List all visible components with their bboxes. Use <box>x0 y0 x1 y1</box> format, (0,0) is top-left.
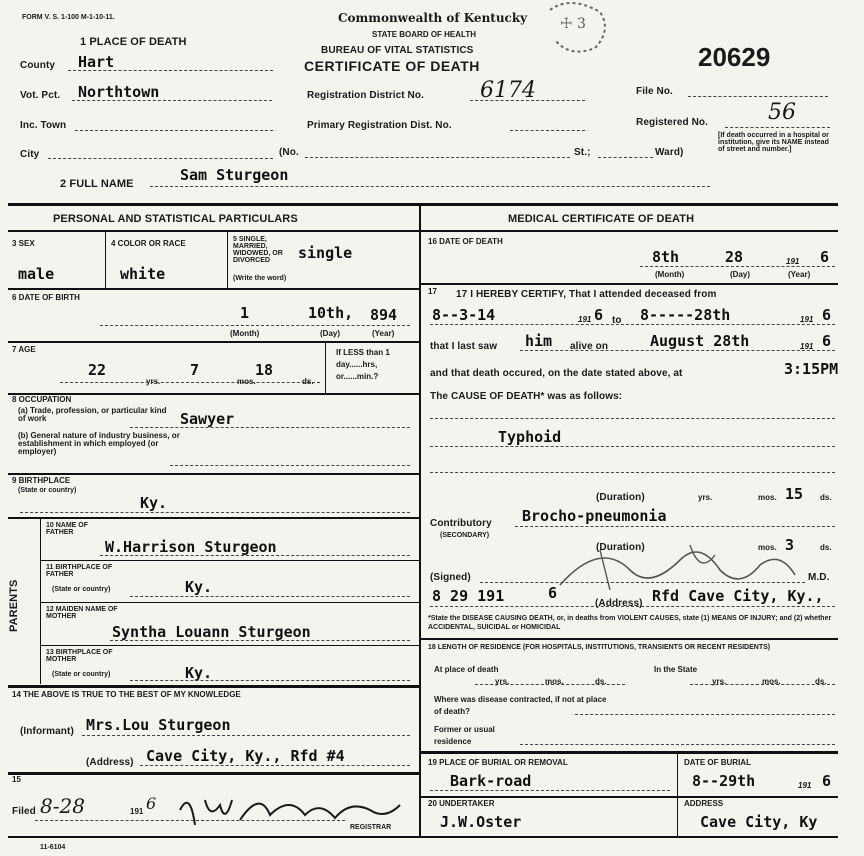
former-residence-label: Former or usual residence <box>434 725 495 746</box>
marital-value: single <box>298 244 353 262</box>
res-ds-label: ds. <box>595 677 607 686</box>
county-value: Hart <box>78 53 115 71</box>
less-than-note: If LESS than 1 day......hrs, or......min.? <box>336 348 390 381</box>
at-place-label: At place of death <box>434 665 499 674</box>
st-label: St.; <box>574 147 591 158</box>
registered-value: 56 <box>768 100 796 125</box>
address-label: (Address) <box>86 757 134 768</box>
inc-town-label: Inc. Town <box>20 120 67 131</box>
father-birthplace-label: 11 BIRTHPLACE OF FATHER <box>46 564 113 578</box>
filed-date: 8-28 <box>40 794 85 818</box>
full-name-value: Sam Sturgeon <box>180 166 289 184</box>
in-state-label: In the State <box>654 665 698 674</box>
parents-label: PARENTS <box>8 579 20 632</box>
true-statement: 14 THE ABOVE IS TRUE TO THE BEST OF MY KNOWLEDGE <box>12 690 241 699</box>
mother-birthplace-label: 13 BIRTHPLACE OF MOTHER <box>46 649 113 663</box>
last-saw-label: that I last saw <box>430 341 498 352</box>
medical-heading: MEDICAL CERTIFICATE OF DEATH <box>508 213 695 225</box>
informant-label: (Informant) <box>20 726 74 737</box>
attended-from: 8--3-14 <box>432 306 496 324</box>
signed-label: (Signed) <box>430 572 471 583</box>
state-name: Commonwealth of Kentucky <box>338 11 528 25</box>
hospital-note: [If death occurred in a hospital or institution, give its NAME instead of street and number.] <box>718 132 829 153</box>
dob-day: 10th, <box>308 304 354 322</box>
contributory-label: Contributory <box>430 518 492 529</box>
burial-year-value: 6 <box>822 772 832 790</box>
death-year-small-label: (Year) <box>788 270 811 279</box>
duration-mos: 15 <box>785 485 804 503</box>
birthplace-label: 9 BIRTHPLACE <box>12 476 71 485</box>
registered-label: Registered No. <box>636 117 708 128</box>
marital-label: 5 SINGLE, MARRIED, WIDOWED, OR DIVORCED <box>233 236 283 264</box>
sig-address-label: (Address) <box>595 598 643 609</box>
father-label: 10 NAME OF FATHER <box>46 522 89 536</box>
ward-label: Ward) <box>655 147 684 158</box>
father-birthplace-note: (State or country) <box>52 586 111 593</box>
certificate-number: 20629 <box>698 42 771 72</box>
to-year-label: 191 <box>800 315 814 324</box>
birthplace-note: (State or country) <box>18 487 77 494</box>
duration-ds-label: ds. <box>820 493 832 502</box>
duration2-ds-label: ds. <box>820 543 832 552</box>
occupation-a: (a) Trade, profession, or particular kind of work <box>18 406 167 423</box>
alive-year-label: 191 <box>800 342 814 351</box>
ds-label: ds. <box>302 377 314 386</box>
board-name: STATE BOARD OF HEALTH <box>372 30 476 39</box>
vot-value: Northtown <box>78 83 160 101</box>
county-label: County <box>20 60 56 71</box>
dob-day-label: (Day) <box>320 329 341 338</box>
footer-code: 11-6104 <box>40 844 66 851</box>
death-time: 3:15PM <box>784 360 839 378</box>
duration-label: (Duration) <box>596 492 645 503</box>
alive-value: August 28th <box>650 332 750 350</box>
death-day-label: (Day) <box>730 270 751 279</box>
alive-label: alive on <box>570 341 609 352</box>
state-yrs-label: yrs. <box>712 677 727 686</box>
informant-value: Mrs.Lou Sturgeon <box>86 716 231 734</box>
res-yrs-label: yrs. <box>495 677 510 686</box>
age-months: 7 <box>190 361 200 379</box>
marital-note: (Write the word) <box>233 275 287 282</box>
last-saw-value: him <box>525 332 553 350</box>
color-value: white <box>120 265 166 283</box>
svg-text:☩ 3: ☩ 3 <box>560 16 586 32</box>
cause-value: Typhoid <box>498 428 562 446</box>
dob-year-label: (Year) <box>372 329 395 338</box>
burial-date-label: DATE OF BURIAL <box>684 758 751 767</box>
reg-district-value: 6174 <box>480 78 536 103</box>
duration-mos-label: mos. <box>758 493 777 502</box>
death-year-label: 191 <box>786 257 800 266</box>
certificate-title: CERTIFICATE OF DEATH <box>304 58 480 74</box>
to-year: 6 <box>822 306 832 324</box>
vot-label: Vot. Pct. <box>20 90 61 101</box>
residence-label: 18 LENGTH OF RESIDENCE (FOR HOSPITALS, INSTITUTIONS, TRANSIENTS OR RECENT RESIDENTS) <box>428 644 771 651</box>
burial-year-label: 191 <box>798 781 812 790</box>
death-month-label: (Month) <box>655 270 685 279</box>
state-mos-label: mos. <box>762 677 781 686</box>
state-ds-label: ds. <box>815 677 827 686</box>
sex-label: 3 SEX <box>12 239 35 248</box>
full-name-label: 2 FULL NAME <box>60 178 134 190</box>
from-year-label: 191 <box>578 315 592 324</box>
no-label: (No. <box>279 147 299 158</box>
md-label: M.D. <box>808 572 830 583</box>
cause-label: The CAUSE OF DEATH* was as follows: <box>430 391 623 402</box>
burial-place-label: 19 PLACE OF BURIAL OR REMOVAL <box>428 758 568 767</box>
file-no-label: File No. <box>636 86 673 97</box>
mos-label: mos. <box>237 377 256 386</box>
duration2-mos: 3 <box>785 536 795 554</box>
alive-year: 6 <box>822 332 832 350</box>
contributory-value: Brocho-pneumonia <box>522 507 667 525</box>
address-value: Cave City, Ky., Rfd #4 <box>146 747 345 765</box>
undertaker-address-label: ADDRESS <box>684 799 724 808</box>
duration2-label: (Duration) <box>596 542 645 553</box>
mother-birthplace-note: (State or country) <box>52 671 111 678</box>
death-month: 8th <box>652 248 680 266</box>
death-day: 28 <box>725 248 744 266</box>
duration-yrs-label: yrs. <box>698 493 713 502</box>
reg-district-label: Registration District No. <box>307 90 424 101</box>
mother-value: Syntha Louann Sturgeon <box>112 623 311 641</box>
signed-date: 8 29 191 <box>432 587 505 605</box>
filed-label: Filed <box>12 806 36 817</box>
occupation-label: 8 OCCUPATION <box>12 395 72 404</box>
secondary-label: (SECONDARY) <box>440 532 490 539</box>
burial-place-value: Bark-road <box>450 772 532 790</box>
filed-year-value: 6 <box>146 794 157 813</box>
father-birthplace-value: Ky. <box>185 578 213 596</box>
to-label: to <box>612 315 622 326</box>
seal-stamp <box>540 0 620 55</box>
dob-label: 6 DATE OF BIRTH <box>12 293 80 302</box>
undertaker-label: 20 UNDERTAKER <box>428 799 495 808</box>
res-mos-label: mos. <box>545 677 564 686</box>
age-years: 22 <box>88 361 107 379</box>
father-value: W.Harrison Sturgeon <box>105 538 277 556</box>
dob-year: 894 <box>370 306 398 324</box>
age-label: 7 AGE <box>12 345 36 354</box>
signed-year: 6 <box>548 584 558 602</box>
undertaker-value: J.W.Oster <box>440 813 522 831</box>
mother-birthplace-value: Ky. <box>185 664 213 682</box>
form-number: FORM V. S. 1-100 M-1-10-11. <box>22 14 115 21</box>
duration2-mos-label: mos. <box>758 543 777 552</box>
certify-label-num: 17 <box>428 287 437 296</box>
sig-address-value: Rfd Cave City, Ky., <box>652 587 824 605</box>
where-contracted-label: Where was disease contracted, if not at place of death? <box>434 695 607 716</box>
occurred-label: and that death occured, on the date stated above, at <box>430 368 683 379</box>
from-year: 6 <box>594 306 604 324</box>
color-label: 4 COLOR OR RACE <box>111 239 186 248</box>
birthplace-value: Ky. <box>140 494 168 512</box>
city-label: City <box>20 149 40 160</box>
dob-month: 1 <box>240 304 250 322</box>
personal-heading: PERSONAL AND STATISTICAL PARTICULARS <box>53 213 298 225</box>
attended-to: 8-----28th <box>640 306 731 324</box>
bureau-name: BUREAU OF VITAL STATISTICS <box>321 45 474 56</box>
date-of-death-label: 16 DATE OF DEATH <box>428 237 503 246</box>
dob-month-label: (Month) <box>230 329 260 338</box>
age-days: 18 <box>255 361 274 379</box>
burial-date-value: 8--29th <box>692 772 756 790</box>
death-year-value: 6 <box>820 248 830 266</box>
certify-label: 17 I HEREBY CERTIFY, That I attended deceased from <box>456 289 717 300</box>
primary-reg-label: Primary Registration Dist. No. <box>307 120 452 131</box>
registrar-label: REGISTRAR <box>350 824 392 831</box>
violent-causes-note: *State the DISEASE CAUSING DEATH, or, in deaths from VIOLENT CAUSES, state (1) MEANS OF INJURY; and (2) whether ACCIDENTAL, SUICIDAL or HOMICIDAL <box>428 615 832 631</box>
sex-value: male <box>18 265 55 283</box>
place-heading: 1 PLACE OF DEATH <box>80 36 187 48</box>
mother-label: 12 MAIDEN NAME OF MOTHER <box>46 606 118 620</box>
undertaker-address-value: Cave City, Ky <box>700 813 818 831</box>
occupation-value: Sawyer <box>180 410 235 428</box>
yrs-label: yrs. <box>146 377 161 386</box>
box-15: 15 <box>12 775 21 784</box>
occupation-b: (b) General nature of industry business, or establishment in which employed (or employer) <box>18 431 180 456</box>
filed-year-label: 191 <box>130 807 144 816</box>
